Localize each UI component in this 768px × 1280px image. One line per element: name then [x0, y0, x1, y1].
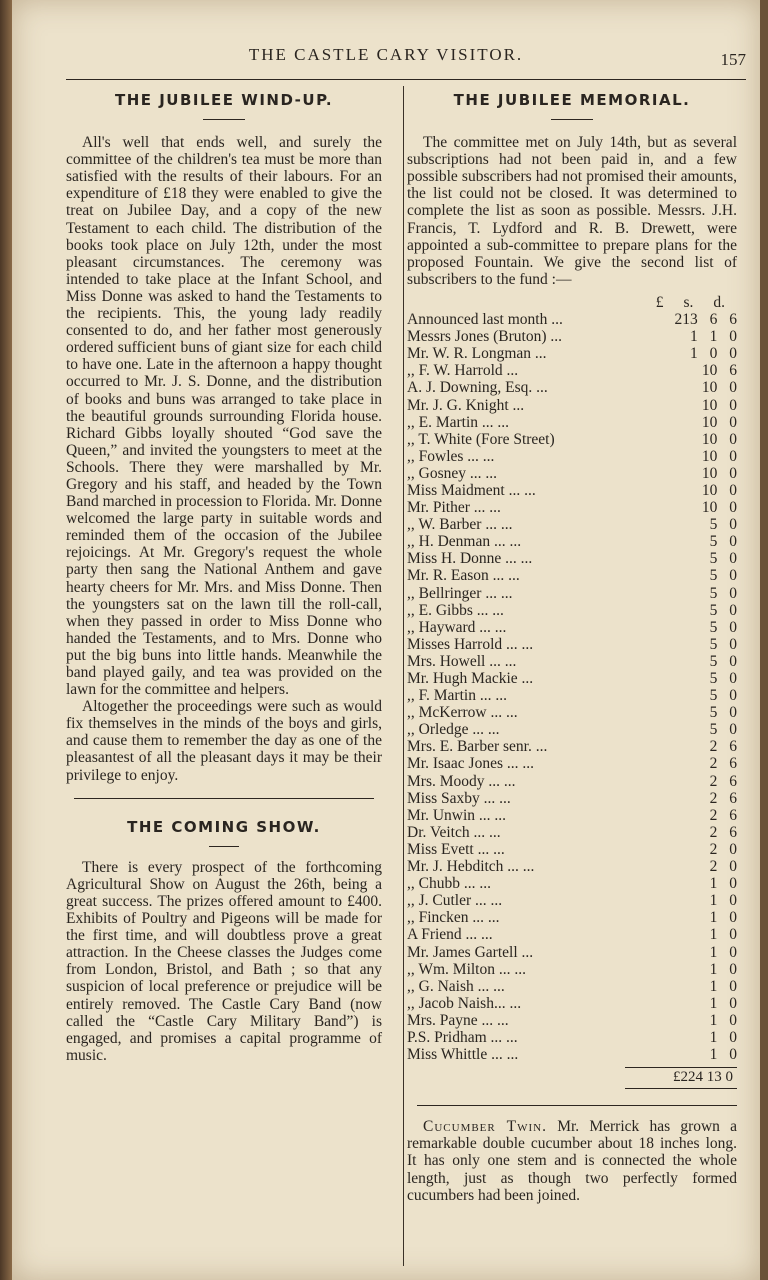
pence-header: d. — [713, 293, 725, 311]
subscriber-pence: 6 — [729, 755, 737, 773]
header-rule — [66, 79, 746, 80]
subscriber-pounds — [631, 414, 698, 431]
subscriber-shillings: 1 — [709, 909, 718, 927]
subscriber-pounds — [631, 636, 698, 653]
subscriber-row — [407, 858, 737, 875]
subscriber-shillings: 2 — [709, 738, 718, 756]
subscriber-list — [407, 311, 737, 1063]
shillings-header: s. — [683, 293, 694, 311]
subscriber-row — [407, 670, 737, 687]
subscriber-row — [407, 755, 737, 772]
subscriber-pence: 0 — [729, 481, 737, 499]
subscriber-pence: 6 — [729, 738, 737, 756]
subscriber-row — [407, 328, 737, 345]
subscriber-name: ,, Fowles ... ... — [407, 447, 495, 465]
subscriber-row — [407, 619, 737, 636]
coming-show-title: THE COMING SHOW. — [127, 817, 321, 836]
subscriber-shillings: 5 — [709, 567, 718, 585]
subscriber-shillings: 1 — [709, 960, 718, 978]
subscriber-pounds — [631, 533, 698, 550]
subscriber-name: ,, E. Martin ... ... — [407, 413, 510, 431]
subscriber-shillings: 0 — [709, 345, 718, 363]
subscriber-row — [407, 636, 737, 653]
subscriber-pence: 0 — [729, 1011, 737, 1029]
currency-headers — [407, 294, 737, 311]
subscriber-row — [407, 824, 737, 841]
subscriber-pence: 0 — [729, 635, 737, 653]
subscriber-pence: 0 — [729, 858, 737, 876]
subscriber-row — [407, 1029, 737, 1046]
subscriber-shillings: 10 — [701, 362, 718, 380]
subscriber-name: ,, Gosney ... ... — [407, 464, 497, 482]
subscriber-shillings: 5 — [709, 635, 718, 653]
subscriber-pence: 0 — [729, 704, 737, 722]
subscriber-row — [407, 704, 737, 721]
subscriber-row — [407, 465, 737, 482]
subscriber-pounds — [631, 1012, 698, 1029]
subscriber-pence: 0 — [729, 926, 737, 944]
subscriber-name: ,, H. Denman ... ... — [407, 533, 522, 551]
subscriber-pounds — [631, 516, 698, 533]
subscriber-row — [407, 585, 737, 602]
subscriber-pence: 6 — [729, 806, 737, 824]
subscriber-row — [407, 773, 737, 790]
subscriber-shillings: 2 — [709, 789, 718, 807]
subscriber-shillings: 5 — [709, 533, 718, 551]
subscriber-name: Misses Harrold ... ... — [407, 635, 534, 653]
subscriber-name: Mr. R. Eason ... ... — [407, 567, 520, 585]
jubilee-memorial-title: THE JUBILEE MEMORIAL. — [453, 91, 691, 109]
subscriber-row — [407, 499, 737, 516]
subscriber-row — [407, 790, 737, 807]
title-rule — [551, 119, 593, 120]
subscriber-pounds — [631, 858, 698, 875]
subscriber-shillings: 5 — [709, 652, 718, 670]
total-row — [407, 1067, 737, 1089]
subscriber-name: Announced last month ... — [407, 311, 563, 329]
subscriber-name: Miss Evett ... ... — [407, 840, 505, 858]
subscriber-pounds — [631, 721, 698, 738]
subscriber-shillings: 5 — [709, 516, 718, 534]
page-number: 157 — [720, 50, 746, 69]
subscriber-pounds — [631, 397, 698, 414]
subscriber-row — [407, 738, 737, 755]
right-column — [407, 92, 737, 1204]
subscriber-row — [407, 602, 737, 619]
subscriber-name: Mr. Isaac Jones ... ... — [407, 755, 534, 773]
subscriber-pence: 0 — [729, 396, 737, 414]
subscriber-shillings: 10 — [701, 447, 718, 465]
subscriber-pounds — [631, 790, 698, 807]
subscriber-shillings: 1 — [709, 926, 718, 944]
subscriber-pounds — [631, 944, 698, 961]
subscriber-name: ,, Jacob Naish... ... — [407, 994, 522, 1012]
subscriber-shillings: 1 — [709, 1046, 718, 1064]
subscriber-name: ,, G. Naish ... ... — [407, 977, 505, 995]
subscriber-pounds — [631, 550, 698, 567]
subscriber-shillings: 1 — [709, 892, 718, 910]
subscriber-pence: 0 — [729, 516, 737, 534]
subscriber-row — [407, 687, 737, 704]
subscriber-shillings: 1 — [709, 1028, 718, 1046]
subscriber-shillings: 1 — [709, 328, 718, 346]
subscriber-pence: 0 — [729, 1046, 737, 1064]
subscriber-shillings: 10 — [701, 396, 718, 414]
subscriber-row — [407, 807, 737, 824]
subscriber-row — [407, 721, 737, 738]
subscriber-shillings: 5 — [709, 618, 718, 636]
subscriber-pence: 6 — [729, 362, 737, 380]
wind-up-paragraph-1: All's well that ends well, and surely the committee of the children's tea must be more than satisfied with the results of their labours. For an expenditure of £18 they were enabled to give the treat on Jubilee Day, and a copy of the new Testament to each child. The distribution of the books took place on July 12th, under the most pleasant circumstances. The ceremony was intended to take place at the Infant School, and Miss Donne was asked to hand the Testaments to the recipients. This, the young lady readily consented to do, and her father most generously ordered sufficient buns of giant size for each child to have one. Late in the afternoon a happy thought occurred to Mr. J. S. Donne, and the distribution of books and buns was arranged to take place in the beautiful grounds surrounding Florida house. Richard Gibbs loyally shouted “God save the Queen,” and invited the youngsters to meet at the Schools. There they were marshalled by Mr. Gregory and his staff, and headed by the Town Band marched in procession to Florida. Mr. Donne welcomed the large party in suitable words and reminded them of the occasion of the Jubilee rejoicings. At Mr. Gregory's request the whole party then sang the National Anthem and gave hearty cheers for Mr. Mrs. and Miss Donne. Then the youngsters sat on the lawn till the roll-call, when they passed in order to Miss Donne who handed the Testaments, and to Mrs. Donne who put the big buns into little hands. Meanwhile the band played gaily, and tea was provided on the lawn for the committee and helpers. — [66, 134, 382, 699]
subscriber-name: Dr. Veitch ... ... — [407, 823, 501, 841]
subscriber-pounds — [631, 773, 698, 790]
subscriber-shillings: 5 — [709, 601, 718, 619]
subscriber-name: Mr. Pither ... ... — [407, 499, 501, 517]
subscriber-pence: 0 — [729, 652, 737, 670]
subscriber-pounds — [631, 892, 698, 909]
subscriber-name: Messrs Jones (Bruton) ... — [407, 328, 562, 346]
subscriber-shillings: 2 — [709, 755, 718, 773]
subscriber-row — [407, 875, 737, 892]
subscriber-name: Mr. W. R. Longman ... — [407, 345, 547, 363]
subscriber-shillings: 6 — [709, 311, 718, 329]
subscriber-pence: 0 — [729, 670, 737, 687]
subscriber-pence: 0 — [729, 345, 737, 363]
subscriber-name: ,, Orledge ... ... — [407, 721, 500, 739]
subscriber-pounds — [631, 841, 698, 858]
subscriber-row — [407, 550, 737, 567]
subscriber-name: A Friend ... ... — [407, 926, 493, 944]
subscriber-shillings: 10 — [701, 464, 718, 482]
running-head: THE CASTLE CARY VISITOR. — [248, 45, 524, 64]
subscriber-pounds — [631, 755, 698, 772]
subscriber-row — [407, 379, 737, 396]
subscriber-pence: 6 — [729, 311, 737, 329]
cucumber-note-label: Cucumber Twin. — [423, 1118, 547, 1136]
subscriber-pence: 0 — [729, 977, 737, 995]
subscriber-row — [407, 311, 737, 328]
subscriber-pence: 0 — [729, 379, 737, 397]
subscriber-row — [407, 978, 737, 995]
subscriber-name: Miss Saxby ... ... — [407, 789, 511, 807]
subscriber-shillings: 2 — [709, 823, 718, 841]
subscriber-name: Miss Maidment ... ... — [407, 481, 536, 499]
cucumber-note — [407, 1118, 737, 1203]
subscriber-row — [407, 995, 737, 1012]
subscriber-name: Mr. James Gartell ... — [407, 943, 534, 961]
subscriber-pence: 6 — [729, 789, 737, 807]
subscriber-pence: 0 — [729, 601, 737, 619]
section-divider — [74, 798, 374, 799]
subscriber-pounds — [631, 961, 698, 978]
subscriber-pounds — [631, 926, 698, 943]
subscriber-row — [407, 533, 737, 550]
subscriber-pounds — [631, 824, 698, 841]
subscriber-row — [407, 892, 737, 909]
subscriber-pounds — [631, 875, 698, 892]
subscriber-shillings: 5 — [709, 704, 718, 722]
subscriber-name: ,, Hayward ... ... — [407, 618, 507, 636]
subscriber-pounds — [631, 619, 698, 636]
subscriber-shillings: 5 — [709, 670, 718, 687]
subscriber-pence: 0 — [729, 994, 737, 1012]
subscriber-pence: 0 — [729, 499, 737, 517]
subscriber-pence: 0 — [729, 618, 737, 636]
subscriber-name: A. J. Downing, Esq. ... — [407, 379, 548, 397]
subscriber-shillings: 10 — [701, 413, 718, 431]
column-divider — [403, 86, 404, 1266]
subscriber-shillings: 2 — [709, 806, 718, 824]
subscriber-pounds — [631, 995, 698, 1012]
subscriber-shillings: 1 — [709, 977, 718, 995]
subscriber-row — [407, 841, 737, 858]
subscriber-pence: 0 — [729, 875, 737, 893]
subscriber-pence: 0 — [729, 328, 737, 346]
subscriber-pounds — [631, 465, 698, 482]
subscriber-name: ,, Wm. Milton ... ... — [407, 960, 526, 978]
subscriber-pence: 0 — [729, 687, 737, 705]
subscriber-row — [407, 414, 737, 431]
subscriber-shillings: 1 — [709, 943, 718, 961]
subscriber-shillings: 5 — [709, 721, 718, 739]
subscriber-pence: 0 — [729, 567, 737, 585]
subscriber-shillings: 5 — [709, 550, 718, 568]
subscriber-name: ,, McKerrow ... ... — [407, 704, 518, 722]
subscriber-row — [407, 397, 737, 414]
subscriber-pounds — [631, 670, 698, 687]
subscriber-pence: 0 — [729, 840, 737, 858]
subscriber-pounds — [631, 431, 698, 448]
subscriber-row — [407, 516, 737, 533]
subscriber-pounds — [631, 499, 698, 516]
subscriber-name: ,, Bellringer ... ... — [407, 584, 513, 602]
subscriber-name: Mr. J. Hebditch ... ... — [407, 858, 535, 876]
subscriber-shillings: 5 — [709, 584, 718, 602]
subscriber-shillings: 2 — [709, 840, 718, 858]
subscriber-pounds: 213 — [674, 311, 698, 329]
subscriber-pence: 0 — [729, 960, 737, 978]
subscriber-shillings: 5 — [709, 687, 718, 705]
subscriber-pounds: 1 — [689, 345, 698, 363]
subscriber-row — [407, 909, 737, 926]
subscriber-name: Miss Whittle ... ... — [407, 1046, 519, 1064]
subscriber-pounds: 1 — [689, 328, 698, 346]
subscriber-name: P.S. Pridham ... ... — [407, 1028, 518, 1046]
subscriber-pounds — [631, 362, 698, 379]
subscriber-name: ,, J. Cutler ... ... — [407, 892, 503, 910]
jubilee-wind-up-title: THE JUBILEE WIND-UP. — [114, 91, 334, 109]
subscriber-pounds — [631, 704, 698, 721]
subscriber-pounds — [631, 482, 698, 499]
subscriber-name: ,, E. Gibbs ... ... — [407, 601, 504, 619]
subscriber-pounds — [631, 602, 698, 619]
subscriber-pounds — [631, 567, 698, 584]
subscriber-row — [407, 926, 737, 943]
subscriber-shillings: 2 — [709, 772, 718, 790]
subscriber-row — [407, 448, 737, 465]
subscriber-pounds — [631, 909, 698, 926]
subscriber-name: ,, F. Martin ... ... — [407, 687, 507, 705]
wind-up-paragraph-2: Altogether the proceedings were such as would fix themselves in the minds of the boys and girls, and cause them to remember the day as one of the pleasantest of all the pleasant days it may be their privilege to enjoy. — [66, 698, 382, 784]
subscriber-row — [407, 345, 737, 362]
subscriber-shillings: 1 — [709, 994, 718, 1012]
subscriber-row — [407, 944, 737, 961]
subscriber-pence: 0 — [729, 447, 737, 465]
subscriber-pounds — [631, 653, 698, 670]
subscriber-pence: 0 — [729, 584, 737, 602]
subscriber-shillings: 10 — [701, 481, 718, 499]
title-rule — [203, 119, 245, 120]
subscriber-name: Miss H. Donne ... ... — [407, 550, 533, 568]
subscriber-pounds — [631, 1029, 698, 1046]
subscriber-row — [407, 653, 737, 670]
subscriber-row — [407, 362, 737, 379]
subscriber-pounds — [631, 978, 698, 995]
newspaper-page — [12, 0, 760, 1280]
subscriber-row — [407, 961, 737, 978]
pounds-header: £ — [655, 293, 664, 311]
section-divider — [417, 1105, 737, 1106]
subscriber-pence: 0 — [729, 892, 737, 910]
book-spine-edge — [0, 0, 12, 1280]
subscriber-pence: 6 — [729, 772, 737, 790]
cucumber-note-text: Mr. Merrick has grown a remarkable double cucumber about 18 inches long. It has only one stem and is connected the whole length, just as though two perfectly formed cucumbers had been joined. — [407, 1118, 737, 1204]
title-dash-rule — [209, 846, 239, 847]
coming-show-paragraph: There is every prospect of the forthcoming Agricultural Show on August the 26th, being a great success. The prizes offered amount to £400. Exhibits of Poultry and Pigeons will be made for the first time, and will doubtless prove a great attraction. In the Cheese classes the Judges come from London, Bristol, and Bath ; so that any suspicion of local preference or prejudice will be entirely removed. The Castle Cary Band (now called the “Castle Cary Military Band”) is engaged, and promises a capital programme of music. — [66, 858, 382, 1064]
subscriber-pence: 0 — [729, 533, 737, 551]
subscriber-row — [407, 1012, 737, 1029]
subscriber-name: ,, Chubb ... ... — [407, 875, 491, 893]
subscriber-pence: 0 — [729, 413, 737, 431]
subscriber-name: Mr. Unwin ... ... — [407, 806, 507, 824]
subscriber-name: Mrs. Howell ... ... — [407, 652, 517, 670]
memorial-intro-paragraph: The committee met on July 14th, but as several subscriptions had not been paid in, and a few possible subscribers had not promised their amounts, the list could not be closed. It was determined to complete the list as soon as possible. Messrs. J.H. Francis, T. Lydford and R. B. Drewett, were appointed a sub-committee to prepare plans for the proposed Fountain. We give the second list of subscribers to the fund :— — [407, 134, 737, 288]
subscriber-pence: 0 — [729, 943, 737, 961]
subscriber-pounds — [631, 379, 698, 396]
subscriber-pounds — [631, 585, 698, 602]
subscriber-pence: 0 — [729, 721, 737, 739]
left-column — [66, 92, 382, 1064]
subscriber-row — [407, 1046, 737, 1063]
subscriber-name: ,, F. W. Harrold ... — [407, 362, 519, 380]
subscriber-shillings: 2 — [709, 858, 718, 876]
subscriber-pence: 0 — [729, 909, 737, 927]
subscriber-name: ,, Fincken ... ... — [407, 909, 500, 927]
subscriber-pounds — [631, 738, 698, 755]
subscriber-pence: 0 — [729, 464, 737, 482]
subscriber-name: Mrs. Payne ... ... — [407, 1011, 509, 1029]
subscriber-name: ,, W. Barber ... ... — [407, 516, 513, 534]
subscriber-name: Mrs. E. Barber senr. ... — [407, 738, 548, 756]
subscription-total: £224 13 0 — [625, 1067, 737, 1089]
subscriber-row — [407, 567, 737, 584]
subscriber-pence: 0 — [729, 430, 737, 448]
subscriber-shillings: 1 — [709, 875, 718, 893]
subscriber-pounds — [631, 807, 698, 824]
subscriber-shillings: 10 — [701, 430, 718, 448]
subscriber-row — [407, 431, 737, 448]
subscriber-name: Mr. J. G. Knight ... — [407, 396, 525, 414]
subscriber-pounds — [631, 448, 698, 465]
subscriber-name: Mrs. Moody ... ... — [407, 772, 516, 790]
subscriber-pence: 6 — [729, 823, 737, 841]
subscriber-shillings: 10 — [701, 379, 718, 397]
subscriber-pounds — [631, 1046, 698, 1063]
subscriber-pounds — [631, 687, 698, 704]
subscriber-shillings: 1 — [709, 1011, 718, 1029]
subscriber-shillings: 10 — [701, 499, 718, 517]
subscriber-pence: 0 — [729, 1028, 737, 1046]
subscriber-name: ,, T. White (Fore Street) — [407, 430, 555, 448]
subscriber-pence: 0 — [729, 550, 737, 568]
subscriber-row — [407, 482, 737, 499]
subscriber-name: Mr. Hugh Mackie ... — [407, 670, 534, 687]
